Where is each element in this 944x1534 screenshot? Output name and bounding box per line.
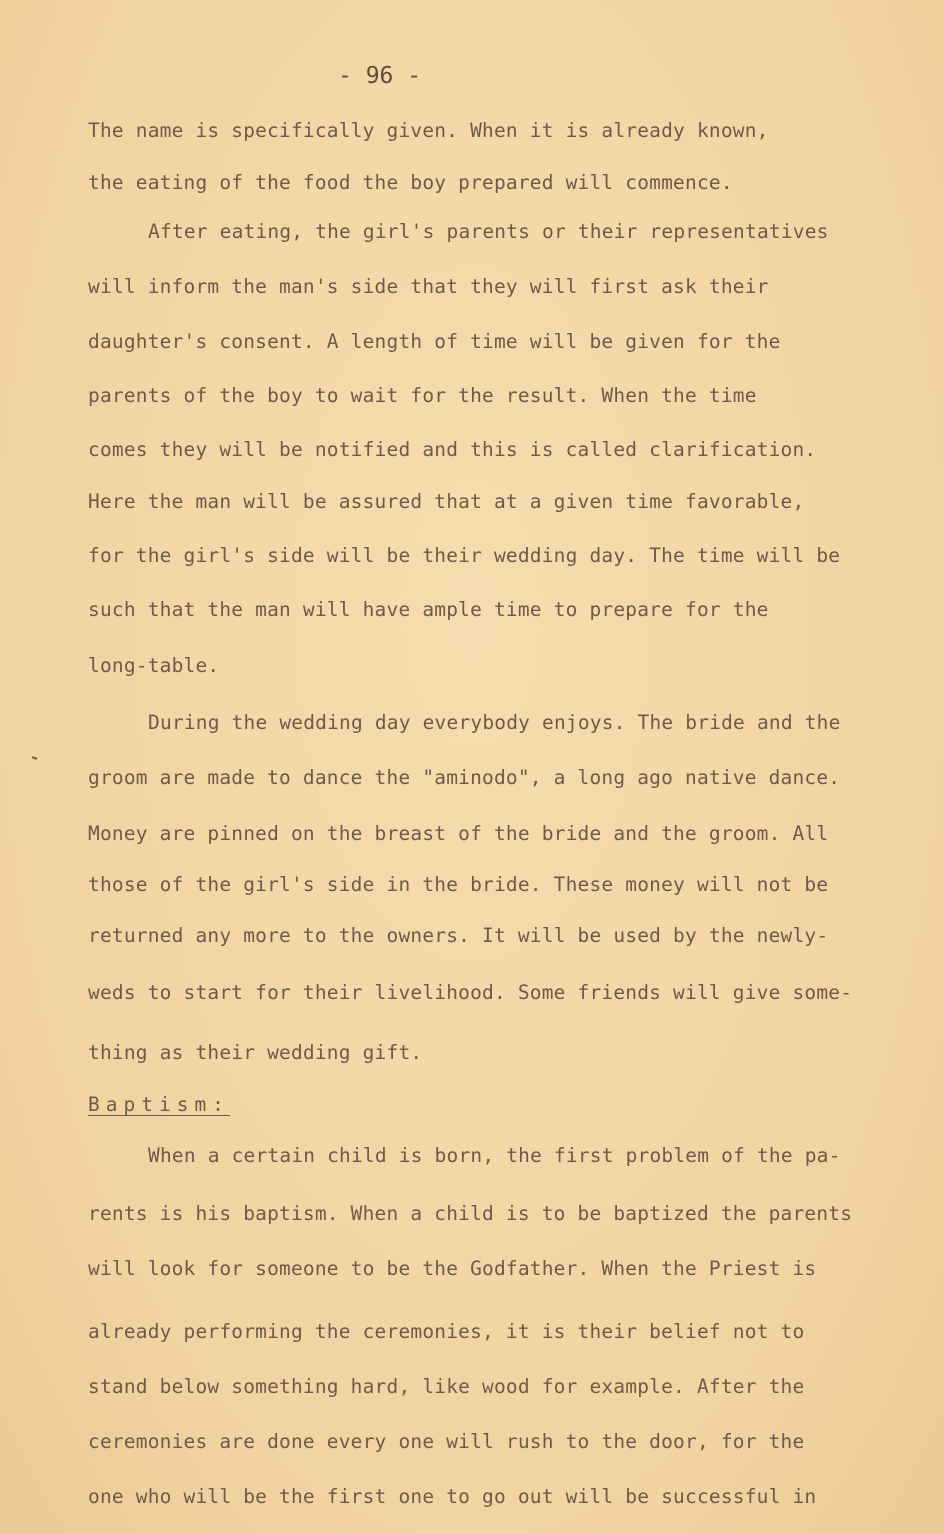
text-line: groom are made to dance the "aminodo", a long ago native dance. [88,766,841,789]
text-line: rents is his baptism. When a child is to be baptized the parents [88,1202,853,1225]
text-line: for the girl's side will be their wedding day. The time will be [88,544,841,567]
text-line: long-table. [88,654,220,677]
text-line: already performing the ceremonies, it is their belief not to [88,1320,805,1343]
text-line: daughter's consent. A length of time will be given for the [88,330,781,353]
text-line: one who will be the first one to go out will be successful in [88,1485,817,1508]
text-line: ceremonies are done every one will rush to the door, for the [88,1430,805,1453]
text-line: stand below something hard, like wood for example. After the [88,1375,805,1398]
page-number: - 96 - [338,63,422,89]
text-line: Here the man will be assured that at a given time favorable, [88,490,805,513]
text-line: returned any more to the owners. It will be used by the newly- [88,924,829,947]
text-line: such that the man will have ample time to prepare for the [88,598,769,621]
text-line: Money are pinned on the breast of the bride and the groom. All [88,822,829,845]
text-line: The name is specifically given. When it is already known, [88,119,769,142]
section-heading: Baptism: [88,1093,230,1116]
text-line: will inform the man's side that they will first ask their [88,275,769,298]
text-line: comes they will be notified and this is called clarification. [88,438,817,461]
text-line: When a certain child is born, the first problem of the pa- [148,1144,841,1167]
text-line: those of the girl's side in the bride. These money will not be [88,873,829,896]
text-line: After eating, the girl's parents or their representatives [148,220,829,243]
ink-speck [32,756,37,760]
text-line: thing as their wedding gift. [88,1041,423,1064]
text-line: parents of the boy to wait for the result. When the time [88,384,757,407]
text-line: the eating of the food the boy prepared will commence. [88,171,733,194]
text-line: weds to start for their livelihood. Some friends will give some- [88,981,853,1004]
text-line: will look for someone to be the Godfather. When the Priest is [88,1257,817,1280]
text-line: During the wedding day everybody enjoys. The bride and the [148,711,841,734]
